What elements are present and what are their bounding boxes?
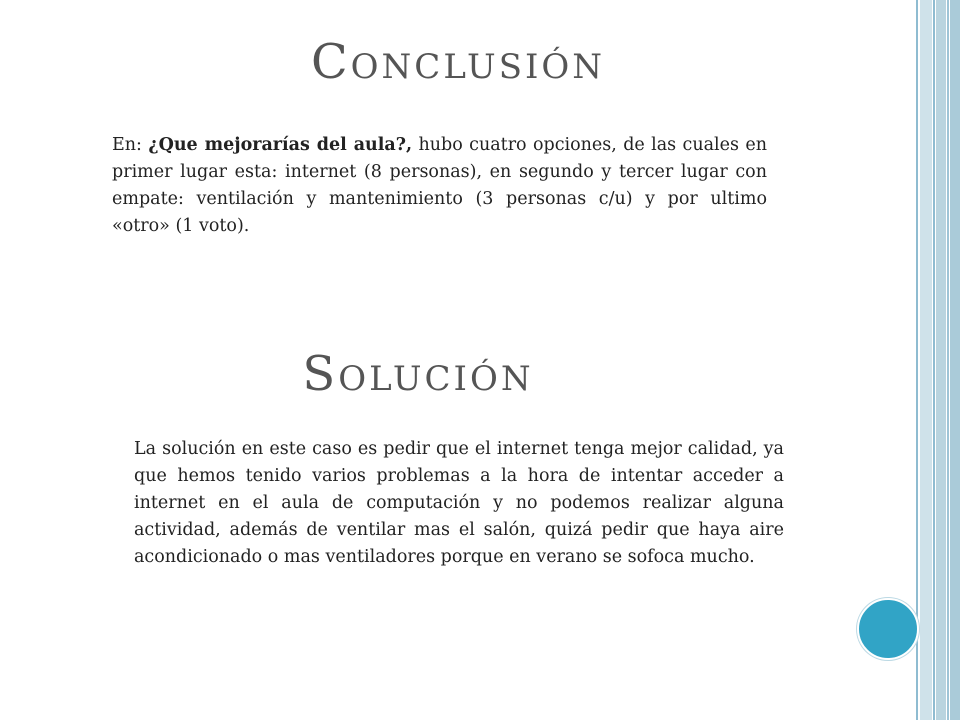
stripe: [920, 0, 932, 720]
stripe: [947, 0, 949, 720]
conclusion-title: Conclusión: [310, 34, 606, 90]
decorative-circle: [857, 598, 919, 660]
solution-paragraph: La solución en este caso es pedir que el internet tenga mejor calidad, ya que hemos tenido varios problemas a la hora de intentar acceder a internet en el aula de computación y no podemos realizar alguna actividad, además de ventilar mas el salón, quizá pedir que haya aire acondicionado o mas ventiladores porque en verano se sofoca mucho.: [134, 439, 784, 567]
conclusion-prefix: En:: [112, 135, 149, 155]
conclusion-paragraph: [112, 132, 767, 240]
stripe: [936, 0, 946, 720]
decorative-side-stripes: [916, 0, 960, 720]
stripe: [933, 0, 935, 720]
conclusion-question: ¿Que mejorarías del aula?,: [148, 135, 413, 155]
stripe: [916, 0, 918, 720]
conclusion-text: hubo cuatro opciones, de las cuales en primer lugar esta: internet (8 personas), en segundo y tercer lugar con empate: ventilación y mantenimiento (3 personas c/u) y por ultimo «otro» (1 voto).: [112, 135, 767, 236]
solution-title: Solución: [302, 346, 534, 402]
stripe: [950, 0, 960, 720]
